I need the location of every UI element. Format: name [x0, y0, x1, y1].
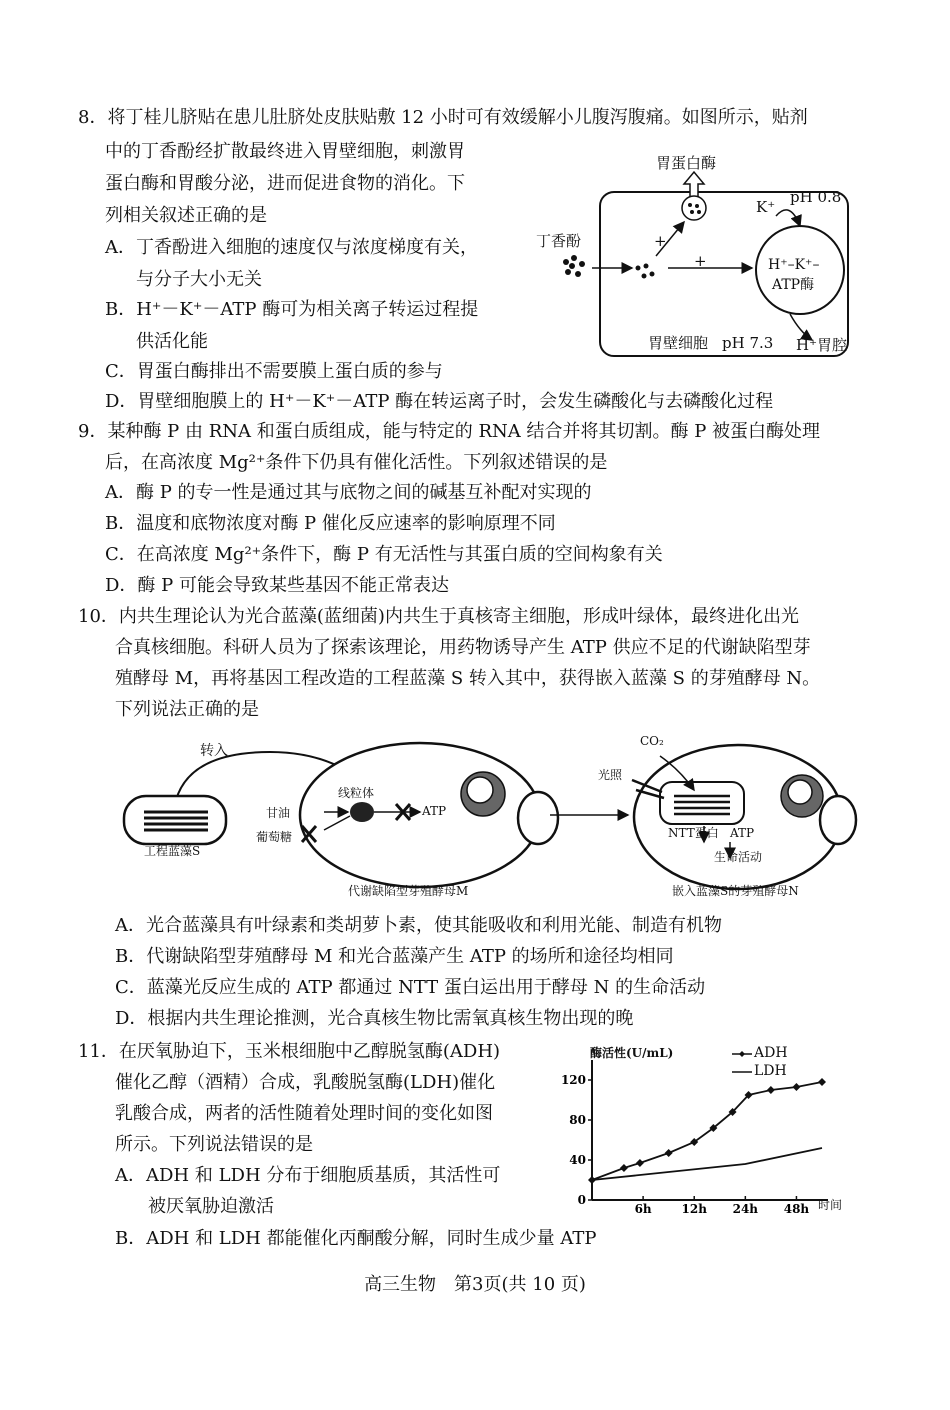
life-activity-label: 生命活动 — [714, 850, 763, 864]
adh-point — [818, 1078, 826, 1086]
q9-option-b: B．温度和底物浓度对酶 P 催化反应速率的影响原理不同 — [105, 513, 556, 534]
chart-ylabel: 酶活性(U/mL) — [590, 1046, 674, 1060]
x-tick-label: 48h — [783, 1202, 810, 1216]
pump-label-line1: H⁺–K⁺– — [768, 257, 820, 273]
engineered-cyanobacteria-label: 工程蓝藻S — [144, 844, 201, 858]
q8-stem-line3: 蛋白酶和胃酸分泌，进而促进食物的消化。下 — [105, 173, 465, 194]
q8-stem-line1: 8．将丁桂儿脐贴在患儿肚脐处皮肤贴敷 12 小时可有效缓解小儿腹泻腹痛。如图所示，贴剂 — [78, 107, 808, 128]
pepsin-label: 胃蛋白酶 — [656, 154, 717, 172]
q11-stem-line1: 11．在厌氧胁迫下，玉米根细胞中乙醇脱氢酶(ADH) — [78, 1041, 501, 1062]
atp-label-n: ATP — [730, 826, 755, 840]
q9-option-c: C．在高浓度 Mg²⁺条件下，酶 P 有无活性与其蛋白质的空间构象有关 — [105, 544, 663, 565]
q8-option-b: B．H⁺－K⁺－ATP 酶可为相关离子转运过程提 — [105, 299, 479, 320]
q10-stem-line2: 合真核细胞。科研人员为了探索该理论，用药物诱导产生 ATP 供应不足的代谢缺陷型芽 — [115, 637, 811, 658]
q10-option-a: A．光合蓝藻具有叶绿素和类胡萝卜素，使其能吸收和利用光能、制造有机物 — [115, 915, 722, 936]
q11-option-b: B．ADH 和 LDH 都能催化丙酮酸分解，同时生成少量 ATP — [115, 1228, 597, 1249]
light-label: 光照 — [598, 768, 623, 782]
q11-option-a: A．ADH 和 LDH 分布于细胞质基质，其活性可 — [115, 1165, 501, 1186]
eugenol-label: 丁香酚 — [536, 232, 582, 250]
x-tick-label: 12h — [681, 1202, 707, 1216]
adh-point — [792, 1083, 800, 1091]
q9-option-a: A．酶 P 的专一性是通过其与底物之间的碱基互补配对实现的 — [105, 482, 592, 503]
pump-label-line2: ATP酶 — [772, 277, 815, 293]
x-tick-label: 24h — [732, 1202, 759, 1216]
plus-sign-1: + — [654, 232, 667, 250]
glycerol-label: 甘油 — [266, 806, 291, 820]
adh-series-line — [592, 1082, 822, 1180]
gastric-cell-label: 胃壁细胞 — [648, 334, 709, 352]
q10-stem-line1: 10．内共生理论认为光合蓝藻(蓝细菌)内共生于真核寄主细胞，形成叶绿体，最终进化出光 — [78, 606, 799, 627]
ntt-protein-label: NTT蛋白 — [668, 826, 719, 840]
q10-option-b: B．代谢缺陷型芽殖酵母 M 和光合蓝藻产生 ATP 的场所和途径均相同 — [115, 946, 674, 967]
q8-option-b-cont: 供活化能 — [136, 331, 208, 352]
q11-stem-line3: 乳酸合成，两者的活性随着处理时间的变化如图 — [115, 1103, 493, 1124]
k-ion-label: K⁺ — [756, 198, 776, 216]
ldh-series-line — [592, 1148, 822, 1180]
lumen-ph-label: pH 0.8 — [790, 188, 842, 206]
cell-ph-label: pH 7.3 — [722, 334, 774, 352]
q8-option-a: A．丁香酚进入细胞的速度仅与浓度梯度有关， — [105, 237, 478, 258]
q8-option-c: C．胃蛋白酶排出不需要膜上蛋白质的参与 — [105, 361, 443, 382]
q8-option-d: D．胃壁细胞膜上的 H⁺－K⁺－ATP 酶在转运离子时，会发生磷酸化与去磷酸化过程 — [105, 391, 774, 412]
x-tick-label: 6h — [634, 1202, 652, 1216]
chart-xlabel: 时间 — [818, 1198, 843, 1212]
legend-adh: ADH — [754, 1045, 788, 1061]
q8-stem-line2: 中的丁香酚经扩散最终进入胃壁细胞，刺激胃 — [105, 141, 465, 162]
glucose-label: 葡萄糖 — [256, 830, 293, 844]
q10-stem-line4: 下列说法正确的是 — [115, 699, 259, 720]
y-tick-label: 120 — [560, 1073, 586, 1087]
q9-stem-line1: 9．某种酶 P 由 RNA 和蛋白质组成，能与特定的 RNA 结合并将其切割。酶 P 被蛋白酶处理 — [78, 421, 821, 442]
y-tick-label: 0 — [577, 1193, 586, 1207]
q8-stem-line4: 列相关叙述正确的是 — [105, 205, 267, 226]
atp-label-m: ATP — [422, 804, 447, 818]
mitochondrion-label: 线粒体 — [338, 786, 375, 800]
stomach-lumen-label: H⁺胃腔 — [796, 336, 847, 354]
q9-stem-line2: 后，在高浓度 Mg²⁺条件下仍具有催化活性。下列叙述错误的是 — [105, 452, 608, 473]
yeast-n-caption: 嵌入蓝藻S的芽殖酵母N — [672, 884, 799, 898]
q11-stem-line2: 催化乙醇（酒精）合成，乳酸脱氢酶(LDH)催化 — [115, 1072, 496, 1093]
co2-label: CO₂ — [640, 734, 664, 748]
q10-option-d: D．根据内共生理论推测，光合真核生物比需氧真核生物出现的晚 — [115, 1008, 634, 1029]
q11-stem-line4: 所示。下列说法错误的是 — [115, 1134, 313, 1155]
y-tick-label: 80 — [569, 1113, 586, 1127]
adh-point — [665, 1149, 673, 1157]
plus-sign-2: + — [694, 252, 707, 270]
q11-option-a-cont: 被厌氧胁迫激活 — [148, 1196, 274, 1217]
q9-option-d: D．酶 P 可能会导致某些基因不能正常表达 — [105, 575, 449, 596]
adh-point — [636, 1159, 644, 1167]
yeast-m-caption: 代谢缺陷型芽殖酵母M — [348, 884, 469, 898]
transfer-label: 转入 — [200, 743, 228, 759]
q10-stem-line3: 殖酵母 M，再将基因工程改造的工程蓝藻 S 转入其中，获得嵌入蓝藻 S 的芽殖酵母 N。 — [115, 668, 821, 689]
page-footer: 高三生物 第3页(共 10 页) — [364, 1274, 586, 1295]
y-tick-label: 40 — [569, 1153, 586, 1167]
legend-adh-marker — [739, 1051, 745, 1057]
adh-point — [767, 1086, 775, 1094]
q10-option-c: C．蓝藻光反应生成的 ATP 都通过 NTT 蛋白运出用于酵母 N 的生命活动 — [115, 977, 706, 998]
legend-ldh: LDH — [754, 1063, 787, 1079]
adh-point — [620, 1164, 628, 1172]
q8-option-a-cont: 与分子大小无关 — [136, 269, 262, 290]
